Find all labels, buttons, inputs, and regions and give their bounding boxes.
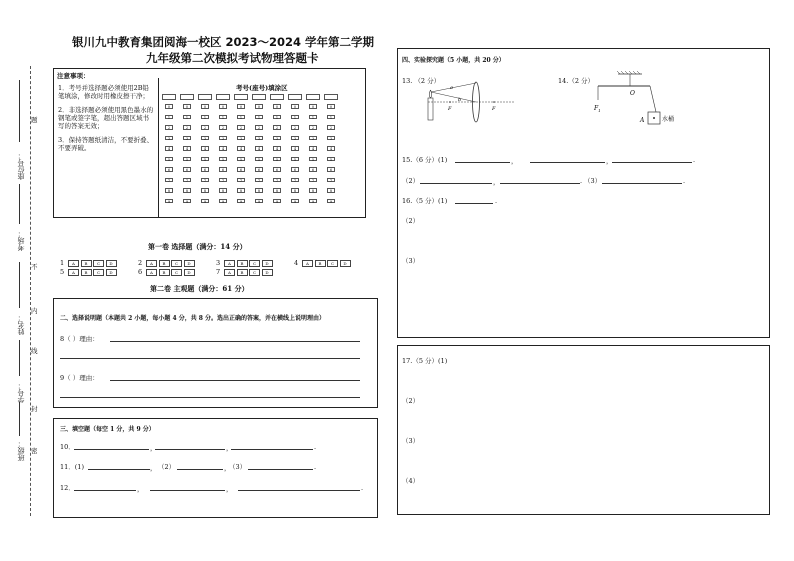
id-digit-bubble[interactable]: 0 (309, 104, 317, 109)
id-digit-bubble[interactable]: 3 (165, 136, 173, 141)
id-digit-bubble[interactable]: 8 (327, 188, 335, 193)
id-column-header[interactable] (288, 94, 302, 100)
id-digit-bubble[interactable]: 5 (309, 157, 317, 162)
id-digit-bubble[interactable]: 5 (273, 157, 281, 162)
mcq-option-bubble[interactable]: D (262, 269, 273, 276)
mcq-number: 7 (216, 268, 221, 276)
id-column-header[interactable] (324, 94, 338, 100)
class-field[interactable] (19, 402, 20, 436)
seal-mark-4: 线 (31, 347, 38, 355)
q9-label: 9（ ）理由： (60, 374, 99, 382)
id-digit-bubble[interactable]: 7 (183, 178, 191, 183)
id-digit-bubble[interactable]: 2 (273, 125, 281, 130)
focus-right-label: F (492, 106, 496, 112)
q17-part4: （4） (402, 477, 420, 485)
mcq-option-bubble[interactable]: A (68, 269, 79, 276)
id-digit-bubble[interactable]: 6 (165, 167, 173, 172)
id-digit-bubble[interactable]: 3 (237, 136, 245, 141)
ray-b (431, 92, 476, 102)
mcq-option-bubble[interactable]: A (224, 260, 235, 267)
id-digit-bubble[interactable]: 1 (219, 115, 227, 120)
id-digit-bubble[interactable]: 2 (309, 125, 317, 130)
id-digit-bubble[interactable]: 9 (237, 199, 245, 204)
id-column-header[interactable] (162, 94, 176, 100)
seal-mark-5: 封 (31, 405, 38, 413)
section3-title: 三、填空题（每空 1 分，共 9 分） (60, 426, 155, 433)
section3-box (53, 418, 378, 518)
mcq-option-bubble[interactable]: D (184, 260, 195, 267)
mcq-option-bubble[interactable]: D (340, 260, 351, 267)
q17-part3: （3） (402, 437, 420, 445)
id-grid[interactable] (160, 94, 360, 214)
id-digit-bubble[interactable]: 6 (237, 167, 245, 172)
q16-part2: （2） (402, 217, 420, 225)
id-digit-bubble[interactable]: 6 (309, 167, 317, 172)
mcq-option-bubble[interactable]: D (106, 260, 117, 267)
seat-label: 座位号： (17, 152, 25, 180)
q11-end: . (314, 463, 317, 471)
id-digit-bubble[interactable]: 8 (291, 188, 299, 193)
mcq-number: 1 (60, 259, 65, 267)
id-digit-bubble[interactable]: 0 (327, 104, 335, 109)
id-digit-bubble[interactable]: 6 (273, 167, 281, 172)
seal-mark-3: 内 (31, 307, 38, 315)
mcq-option-bubble[interactable]: A (146, 269, 157, 276)
student-no-label: 学号： (17, 382, 25, 403)
q11-part2: （2） (158, 463, 176, 471)
q10-label: 10． (60, 443, 75, 451)
id-digit-bubble[interactable]: 5 (291, 157, 299, 162)
q14-label: 14.（2 分） (558, 77, 595, 85)
id-digit-bubble[interactable]: 4 (183, 146, 191, 151)
id-digit-bubble[interactable]: 8 (309, 188, 317, 193)
flame (429, 90, 432, 98)
q15-end: . (693, 156, 696, 164)
id-column-header[interactable] (270, 94, 284, 100)
mcq-option-bubble[interactable]: D (262, 260, 273, 267)
id-digit-bubble[interactable]: 2 (165, 125, 173, 130)
q12-blank3[interactable] (238, 490, 360, 491)
id-digit-bubble[interactable]: 1 (291, 115, 299, 120)
id-column-header[interactable] (216, 94, 230, 100)
id-digit-bubble[interactable]: 6 (219, 167, 227, 172)
pivot-label: O (630, 90, 635, 97)
note-item-2: 2．非选择题必须使用黑色墨水的钢笔或签字笔，超出答题区域书写的答案无效； (58, 106, 154, 131)
id-digit-bubble[interactable]: 5 (237, 157, 245, 162)
q12-label: 12． (60, 484, 75, 492)
name-label: 姓名： (17, 314, 25, 335)
id-digit-bubble[interactable]: 0 (237, 104, 245, 109)
q17-label: 17.（5 分）(1) (402, 357, 448, 365)
q8-reason-line2[interactable] (60, 358, 360, 359)
id-digit-bubble[interactable]: 4 (309, 146, 317, 151)
q12-comma1: ， (137, 485, 144, 493)
id-digit-bubble[interactable]: 9 (327, 199, 335, 204)
force-f1-label: $F_1$ (594, 105, 601, 113)
id-digit-bubble[interactable]: 9 (201, 199, 209, 204)
seal-mark-2: 不 (31, 263, 38, 271)
id-digit-bubble[interactable]: 7 (219, 178, 227, 183)
id-digit-bubble[interactable]: 7 (165, 178, 173, 183)
lever-diagram (590, 70, 680, 130)
q15-end2: . (683, 177, 686, 185)
exam-room-label: 考场： (17, 230, 25, 251)
mcq-option-bubble[interactable]: A (68, 260, 79, 267)
focus-left-label: F (448, 106, 452, 112)
id-digit-bubble[interactable]: 1 (165, 115, 173, 120)
q11-blank1[interactable] (88, 469, 150, 470)
id-digit-bubble[interactable]: 4 (255, 146, 263, 151)
mcq-option-bubble[interactable]: C (249, 260, 260, 267)
id-digit-bubble[interactable]: 1 (201, 115, 209, 120)
id-digit-bubble[interactable]: 2 (327, 125, 335, 130)
q11-blank3[interactable] (248, 469, 313, 470)
id-digit-bubble[interactable]: 3 (183, 136, 191, 141)
part1-title: 第一卷 选择题（满分：14 分） (148, 242, 247, 251)
q9-reason-line1[interactable] (110, 380, 360, 381)
q15-part2: （2） (402, 177, 420, 185)
id-digit-bubble[interactable]: 4 (291, 146, 299, 151)
id-digit-bubble[interactable]: 7 (309, 178, 317, 183)
id-digit-bubble[interactable]: 3 (201, 136, 209, 141)
q9-reason-line2[interactable] (60, 397, 360, 398)
id-digit-bubble[interactable]: 7 (237, 178, 245, 183)
id-digit-bubble[interactable]: 2 (291, 125, 299, 130)
id-digit-bubble[interactable]: 5 (183, 157, 191, 162)
id-digit-bubble[interactable]: 8 (219, 188, 227, 193)
id-digit-bubble[interactable]: 7 (201, 178, 209, 183)
q11-comma2: ， (224, 464, 231, 472)
id-digit-bubble[interactable]: 0 (291, 104, 299, 109)
mcq-question[interactable] (294, 259, 352, 267)
note-item-3: 3．保持答题纸清洁，不要折叠、不要弄破。 (58, 136, 154, 153)
q15-blank1[interactable] (455, 162, 510, 163)
id-digit-bubble[interactable]: 4 (237, 146, 245, 151)
name-field[interactable] (19, 262, 20, 308)
mcq-option-bubble[interactable]: C (171, 269, 182, 276)
candle (428, 98, 433, 120)
exam-room-field[interactable] (19, 184, 20, 224)
notes-divider (158, 78, 159, 218)
ray-b-label: b (458, 97, 462, 103)
id-digit-bubble[interactable]: 5 (255, 157, 263, 162)
id-digit-bubble[interactable]: 1 (237, 115, 245, 120)
q12-comma2: ， (226, 485, 233, 493)
mcq-option-bubble[interactable]: C (327, 260, 338, 267)
id-digit-bubble[interactable]: 6 (183, 167, 191, 172)
q11-comma: ， (150, 464, 157, 472)
part2-title: 第二卷 主观题（满分：61 分） (150, 284, 249, 293)
mcq-option-bubble[interactable]: B (81, 269, 92, 276)
q16-blank1[interactable] (455, 203, 493, 204)
id-digit-bubble[interactable]: 1 (183, 115, 191, 120)
ray-a (431, 83, 476, 92)
q15-blank3[interactable] (612, 162, 692, 163)
id-digit-bubble[interactable]: 0 (201, 104, 209, 109)
q10-comma2: ， (226, 444, 233, 452)
id-digit-bubble[interactable]: 0 (219, 104, 227, 109)
mcq-number: 4 (294, 259, 299, 267)
id-digit-bubble[interactable]: 2 (219, 125, 227, 130)
id-digit-bubble[interactable]: 8 (255, 188, 263, 193)
id-digit-bubble[interactable]: 9 (219, 199, 227, 204)
point-a-label: A (640, 117, 645, 124)
mcq-option-bubble[interactable]: B (315, 260, 326, 267)
id-digit-bubble[interactable]: 1 (309, 115, 317, 120)
id-digit-bubble[interactable]: 9 (309, 199, 317, 204)
q10-blank2[interactable] (155, 449, 225, 450)
id-digit-bubble[interactable]: 7 (255, 178, 263, 183)
q13-label: 13. （2 分） (402, 77, 441, 85)
id-digit-bubble[interactable]: 3 (273, 136, 281, 141)
id-digit-bubble[interactable]: 3 (327, 136, 335, 141)
note-item-1: 1．考号并选择题必须使用2B铅笔填涂，修改时用橡皮擦干净； (58, 84, 150, 101)
mcq-option-bubble[interactable]: B (159, 269, 170, 276)
id-digit-bubble[interactable]: 7 (291, 178, 299, 183)
id-digit-bubble[interactable]: 0 (183, 104, 191, 109)
id-digit-bubble[interactable]: 9 (273, 199, 281, 204)
id-digit-bubble[interactable]: 4 (219, 146, 227, 151)
id-digit-bubble[interactable]: 3 (255, 136, 263, 141)
mcq-option-bubble[interactable]: D (184, 269, 195, 276)
id-digit-bubble[interactable]: 3 (291, 136, 299, 141)
mcq-area[interactable] (60, 259, 380, 279)
mcq-option-bubble[interactable]: A (146, 260, 157, 267)
focus-right (493, 101, 495, 103)
id-grid-title: 考号(座号)填涂区 (236, 84, 288, 92)
student-no-field[interactable] (19, 340, 20, 376)
id-digit-bubble[interactable]: 0 (255, 104, 263, 109)
class-label: 班级： (17, 440, 25, 461)
id-digit-bubble[interactable]: 5 (201, 157, 209, 162)
id-digit-bubble[interactable]: 9 (255, 199, 263, 204)
q12-end: . (361, 484, 364, 492)
id-column-header[interactable] (180, 94, 194, 100)
mcq-number: 5 (60, 268, 65, 276)
mcq-question[interactable] (216, 259, 274, 267)
q15-blank5[interactable] (500, 183, 580, 184)
q16-part3: （3） (402, 257, 420, 265)
mcq-question[interactable] (216, 268, 274, 276)
header-line1: 银川九中教育集团阅海一校区 2023～2024 学年第二学期 (72, 35, 375, 49)
mcq-number: 2 (138, 259, 143, 267)
id-digit-bubble[interactable]: 4 (273, 146, 281, 151)
mcq-question[interactable] (138, 259, 196, 267)
q15-blank2[interactable] (530, 162, 605, 163)
q11-part3: （3） (229, 463, 247, 471)
id-digit-bubble[interactable]: 8 (201, 188, 209, 193)
id-column-header[interactable] (252, 94, 266, 100)
id-digit-bubble[interactable]: 8 (273, 188, 281, 193)
q8-label: 8（ ）理由： (60, 335, 99, 343)
mcq-option-bubble[interactable]: B (237, 260, 248, 267)
id-digit-bubble[interactable]: 3 (219, 136, 227, 141)
id-digit-bubble[interactable]: 5 (219, 157, 227, 162)
id-digit-bubble[interactable]: 4 (327, 146, 335, 151)
mcq-question[interactable] (138, 268, 196, 276)
q10-comma1: ， (150, 444, 157, 452)
id-digit-bubble[interactable]: 0 (273, 104, 281, 109)
q15-comma3: ， (493, 178, 500, 186)
q10-end: . (314, 443, 317, 451)
id-digit-bubble[interactable]: 2 (201, 125, 209, 130)
header-line2: 九年级第二次模拟考试物理答题卡 (146, 51, 319, 65)
section4-title: 四、实验探究题（5 小题，共 20 分） (402, 57, 505, 64)
ray-a-label: a (450, 85, 453, 91)
id-digit-bubble[interactable]: 1 (273, 115, 281, 120)
id-digit-bubble[interactable]: 1 (327, 115, 335, 120)
mcq-option-bubble[interactable]: D (106, 269, 117, 276)
q15-blank6[interactable] (602, 183, 682, 184)
ceiling-hatch (617, 71, 640, 74)
mcq-option-bubble[interactable]: C (93, 269, 104, 276)
id-column-header[interactable] (234, 94, 248, 100)
id-digit-bubble[interactable]: 4 (201, 146, 209, 151)
mcq-option-bubble[interactable]: C (171, 260, 182, 267)
id-digit-bubble[interactable]: 9 (183, 199, 191, 204)
lens-diagram (420, 78, 520, 123)
id-digit-bubble[interactable]: 9 (291, 199, 299, 204)
id-digit-bubble[interactable]: 8 (237, 188, 245, 193)
q16-end: . (495, 197, 498, 205)
water-rope (650, 86, 656, 112)
id-digit-bubble[interactable]: 6 (201, 167, 209, 172)
q15-label: 15.（6 分）(1) (402, 156, 448, 164)
id-digit-bubble[interactable]: 8 (183, 188, 191, 193)
q10-blank1[interactable] (74, 449, 149, 450)
mcq-number: 3 (216, 259, 221, 267)
id-digit-bubble[interactable]: 6 (255, 167, 263, 172)
id-digit-bubble[interactable]: 2 (183, 125, 191, 130)
q11-blank2[interactable] (177, 469, 223, 470)
notes-title: 注意事项： (57, 72, 90, 80)
mcq-option-bubble[interactable]: C (93, 260, 104, 267)
q16-label: 16.（5 分）(1) (402, 197, 448, 205)
q10-blank3[interactable] (231, 449, 313, 450)
mcq-option-bubble[interactable]: B (237, 269, 248, 276)
mcq-option-bubble[interactable]: A (302, 260, 313, 267)
mcq-option-bubble[interactable]: B (81, 260, 92, 267)
mcq-question[interactable] (60, 259, 118, 267)
q17-part2: （2） (402, 397, 420, 405)
id-digit-bubble[interactable]: 1 (255, 115, 263, 120)
section5-box (397, 345, 770, 515)
bucket-label: 水桶 (662, 116, 675, 123)
seal-mark-1: 题 (31, 116, 38, 124)
q12-blank2[interactable] (150, 490, 225, 491)
id-digit-bubble[interactable]: 5 (327, 157, 335, 162)
mcq-question[interactable] (60, 268, 118, 276)
q15-comma1: ， (511, 157, 518, 165)
q8-reason-line1[interactable] (110, 341, 360, 342)
id-digit-bubble[interactable]: 0 (165, 104, 173, 109)
seal-mark-6: 密 (31, 447, 38, 455)
mcq-option-bubble[interactable]: A (224, 269, 235, 276)
q15-blank4[interactable] (420, 183, 492, 184)
q15-part3: （3） (584, 177, 602, 185)
q12-blank1[interactable] (74, 490, 136, 491)
mcq-number: 6 (138, 268, 143, 276)
id-digit-bubble[interactable]: 4 (165, 146, 173, 151)
id-digit-bubble[interactable]: 7 (327, 178, 335, 183)
id-column-header[interactable] (306, 94, 320, 100)
id-digit-bubble[interactable]: 7 (273, 178, 281, 183)
mcq-option-bubble[interactable]: C (249, 269, 260, 276)
focus-left (449, 101, 451, 103)
id-digit-bubble[interactable]: 5 (165, 157, 173, 162)
id-digit-bubble[interactable]: 2 (255, 125, 263, 130)
id-digit-bubble[interactable]: 9 (165, 199, 173, 204)
mcq-option-bubble[interactable]: B (159, 260, 170, 267)
id-digit-bubble[interactable]: 6 (327, 167, 335, 172)
q15-period2: . (580, 177, 583, 185)
section2-title: 二、选择说明题（本题共 2 小题，每小题 4 分，共 8 分。选出正确的答案，并在横线上说明理由） (60, 315, 326, 322)
seat-field[interactable] (19, 80, 20, 142)
q11-label: 11．(1) (60, 463, 84, 471)
q15-comma2: ， (606, 157, 613, 165)
id-column-header[interactable] (198, 94, 212, 100)
id-digit-bubble[interactable]: 2 (237, 125, 245, 130)
id-digit-bubble[interactable]: 3 (309, 136, 317, 141)
id-digit-bubble[interactable]: 6 (291, 167, 299, 172)
id-digit-bubble[interactable]: 8 (165, 188, 173, 193)
